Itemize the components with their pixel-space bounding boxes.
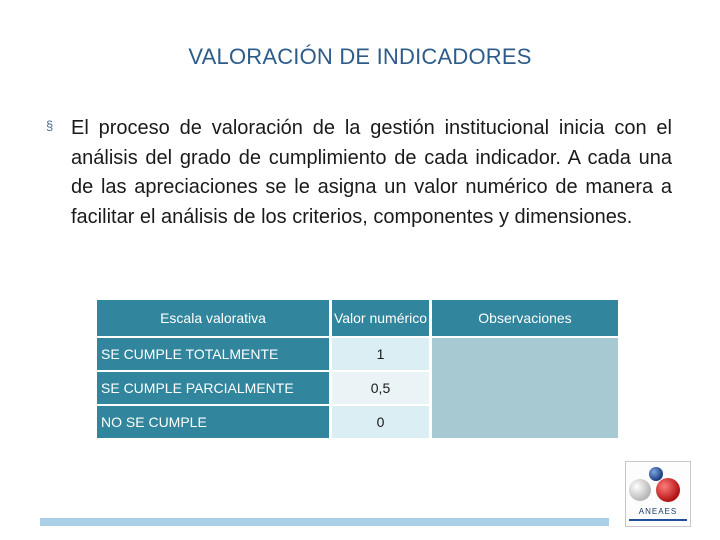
bullet-text: El proceso de valoración de la gestión institucional inicia con el análisis del grado de cumplimiento de cada indicador. A cada una de las apreciaciones se le asigna un valor numérico de manera a facilitar el análisis de los criterios, componentes y dimensiones.: [71, 117, 672, 228]
table-row: [97, 338, 618, 370]
slide-title: VALORACIÓN DE INDICADORES: [188, 44, 532, 69]
aneaes-logo: [625, 461, 691, 527]
header-valor-numerico: Valor numérico: [332, 300, 429, 336]
row-value: 0: [332, 406, 429, 438]
observations-cell: [432, 338, 618, 438]
header-escala-valorativa: Escala valorativa: [97, 300, 329, 336]
logo-text: ANEAES: [638, 507, 678, 516]
row-value: 0,5: [332, 372, 429, 404]
row-label: NO SE CUMPLE: [97, 406, 329, 438]
row-value: 1: [332, 338, 429, 370]
bullet-square-icon: §: [46, 118, 54, 133]
bullet-paragraph: [46, 114, 672, 232]
bottom-decorative-bar: [40, 518, 609, 526]
row-label: SE CUMPLE PARCIALMENTE: [97, 372, 329, 404]
row-label: SE CUMPLE TOTALMENTE: [97, 338, 329, 370]
logo-spheres-icon: [626, 462, 690, 526]
table-header-row: [97, 300, 618, 336]
header-observaciones: Observaciones: [432, 300, 618, 336]
valuation-table: [94, 298, 621, 440]
